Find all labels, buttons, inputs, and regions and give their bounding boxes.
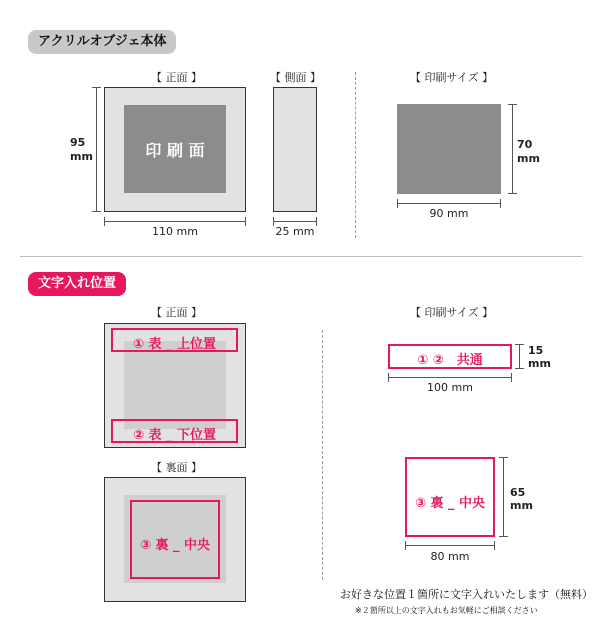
section1-divider [355, 72, 356, 238]
print-size-area [397, 104, 501, 194]
height-dimension-tick-bottom [92, 211, 101, 212]
front-top-text-label: ① 表 _ 上位置 [132, 337, 217, 352]
front-view-2-print-area [124, 341, 226, 429]
square-width-tick-right [494, 541, 495, 550]
note-sub: ※２箇所以上の文字入れもお気軽にご相談ください [355, 606, 538, 615]
print-height-line [512, 104, 513, 194]
strip-height-tick-top [515, 344, 524, 345]
section-title-text: アクリルオブジェ本体 [38, 34, 167, 49]
height-dimension-line [96, 87, 97, 212]
strip-height-tick-bottom [515, 368, 524, 369]
square-width-line [405, 545, 495, 546]
print-width-line [397, 203, 501, 204]
square-width-tick-left [405, 541, 406, 550]
print-size-label-2: 【 印刷サイズ 】 [410, 306, 494, 319]
print-height-tick-bottom [508, 193, 517, 194]
print-size-label: 【 印刷サイズ 】 [410, 71, 494, 84]
back-view-label: 【 裏面 】 [151, 461, 202, 474]
square-height-line [503, 457, 504, 537]
size-strip-label: ① ② 共通 [417, 353, 483, 368]
strip-width-value: 100 mm [427, 381, 473, 394]
front-bottom-text-label: ② 表 _ 下位置 [132, 428, 217, 443]
strip-height-unit: mm [528, 357, 551, 370]
side-dimension-value: 25 mm [275, 225, 315, 238]
side-view-label: 【 側面 】 [270, 71, 321, 84]
note-main: お好きな位置１箇所に文字入れいたします（無料） [340, 588, 593, 601]
size-square-label: ③ 裏 _ 中央 [414, 496, 486, 511]
section-title-acrylic-body [28, 30, 176, 54]
square-height-tick-top [499, 457, 508, 458]
width-dimension-line [104, 221, 246, 222]
front-label-2: 【 正面 】 [151, 306, 202, 319]
height-dimension-tick-top [92, 87, 101, 88]
section2-divider [322, 330, 323, 580]
print-width-value: 90 mm [429, 207, 469, 220]
section-title-text: 文字入れ位置 [38, 276, 117, 291]
strip-height-line [519, 344, 520, 369]
back-center-text-label: ③ 裏 _ 中央 [139, 538, 211, 553]
front-view-label: 【 正面 】 [151, 71, 202, 84]
square-height-value: 65 [510, 486, 526, 499]
height-dimension-unit: mm [70, 150, 93, 163]
square-height-tick-bottom [499, 536, 508, 537]
print-height-tick-top [508, 104, 517, 105]
height-dimension-value: 95 [70, 136, 86, 149]
square-width-value: 80 mm [430, 550, 470, 563]
strip-width-line [388, 377, 512, 378]
section-title-text-position [28, 272, 126, 296]
section-separator [20, 256, 582, 257]
width-dimension-value: 110 mm [152, 225, 198, 238]
strip-height-value: 15 [528, 344, 544, 357]
print-height-value: 70 [517, 138, 533, 151]
side-view-body [273, 87, 317, 212]
square-height-unit: mm [510, 499, 533, 512]
print-area-label: 印 刷 面 [145, 141, 205, 160]
print-height-unit: mm [517, 152, 540, 165]
side-dimension-line [273, 221, 317, 222]
